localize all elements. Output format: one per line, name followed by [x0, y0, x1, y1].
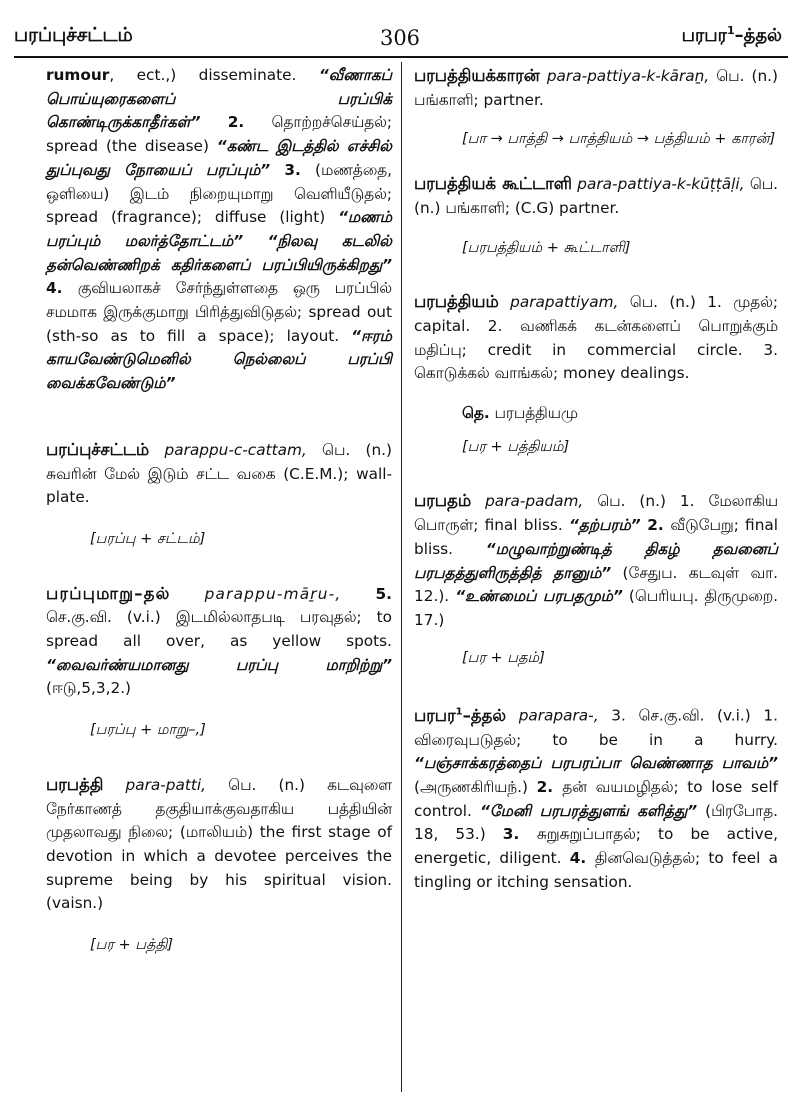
- cognate: [414, 402, 778, 426]
- headword-suffix: –த்தல்: [462, 705, 507, 725]
- sense-number: 4.: [46, 279, 78, 298]
- definition: பெ. (n.) 1. முதல்; capital. 2. வணிகக் கடன்களைப் பொறுக்கும் மதிப்பு; credit in commercial circle. 3. கொடுக்கல் வாங்கல்; money dealings.: [414, 293, 778, 383]
- entry-parapara-ttal: [414, 700, 778, 894]
- definition: பெ. (n.) பங்காளி; partner.: [414, 67, 778, 109]
- cont-text-3: (மணத்தை, ஒளியை) இடம் நிறையுமாறு வெளியீடுதல்; spread (fragrance); diffuse (light): [46, 160, 392, 227]
- definition: தன் வயமழிதல்; to lose self control.: [414, 777, 778, 820]
- transliteration: para-pattiya-k-kāraṉ,: [546, 67, 710, 85]
- entry-para-pattiya-k-kuttali: [414, 172, 778, 220]
- transliteration: para-patti,: [125, 775, 206, 794]
- conjugation-number: 5.: [375, 584, 392, 603]
- sense-number: 4.: [569, 849, 595, 868]
- definition: பெ. (n.) கடவுளை நேர்காணத் தகுதியாக்குவதாகிய பத்தியின் முதலாவது நிலை; (மாலியம்) the first stage of devotion in which a devotee perceives the supreme being by his spiritual vision. (vaisn.): [46, 775, 392, 913]
- definition: பெ. (n.) பங்காளி; (C.G) partner.: [414, 175, 779, 217]
- headword: பரபதம்: [414, 491, 472, 511]
- definition: பெ. (n.) 1. மேலாகிய பொருள்; final bliss.: [414, 492, 778, 535]
- cont-text-1: , ect.,) disseminate.: [109, 66, 319, 84]
- entry-parapattiyam: [414, 290, 778, 386]
- sense-number: 2.: [200, 113, 272, 132]
- headword: பரப்புச்சட்டம்: [46, 439, 150, 459]
- etymology: [பர + பதம்]: [462, 649, 545, 666]
- quote: “பஞ்சாக்கரத்தைப் பரபரப்பா வெண்ணாத பாவம்”: [414, 754, 778, 773]
- transliteration: parapattiyam,: [510, 293, 619, 312]
- citation: (பிரபோத. 18, 53.): [414, 801, 778, 844]
- transliteration: para-padam,: [485, 492, 584, 511]
- headword: பரப்புமாறு–தல்: [46, 583, 171, 603]
- continued-entry: [46, 64, 392, 396]
- page-header: [0, 0, 800, 58]
- cognate-language: தெ.: [462, 404, 490, 423]
- cont-quote-5: “ஈரம் காயவேண்டுமெனில் நெல்லைப் பரப்பி வைக்கவேண்டும்”: [46, 326, 392, 393]
- transliteration: parapara-,: [518, 706, 599, 725]
- etymology: [பர + பத்தி]: [90, 937, 174, 954]
- quote: “மேனி பரபரத்துளங் களித்து”: [479, 801, 698, 820]
- etymology: [பரபத்தியம் + கூட்டாளி]: [462, 239, 631, 256]
- cont-quote-1: “வீணாகப் பொய்யுரைகளைப் பரப்பிக் கொண்டிருக்காதீர்கள்”: [46, 66, 392, 132]
- right-guide-root: பரபர: [681, 25, 727, 46]
- right-column: [414, 64, 778, 894]
- citation: (அருணகிரியந்.): [414, 777, 537, 796]
- cont-quote-2: “கண்ட இடத்தில் எச்சில் துப்புவது நோயைப் பரப்பும்”: [46, 137, 392, 179]
- headword-sup: 1: [455, 706, 463, 718]
- left-column: [46, 64, 392, 958]
- citation: (சேதுப. கடவுள் வா. 12.).: [414, 563, 778, 606]
- cont-quote-3: “மணம் பரப்பும் மலர்த்தோட்டம்”: [46, 208, 392, 250]
- cognate-word: பரபத்தியமு: [489, 404, 578, 423]
- entry-parappu-maru: [46, 582, 392, 702]
- headword: பரபத்தியம்: [414, 292, 499, 312]
- cont-quote-4: “நிலவு கடலில் தன்வெண்ணிறக் கதிர்களைப் பரப்பியிருக்கிறது”: [46, 231, 393, 274]
- definition: 3. செ.கு.வி. (v.i.) 1. விரைவுபடுதல்; to be in a hurry.: [414, 706, 778, 749]
- transliteration: para-pattiya-k-kūṭṭāḷi,: [577, 175, 745, 194]
- definition: தினவெடுத்தல்; to feel a tingling or itching sensation.: [414, 849, 779, 891]
- cont-word: rumour: [46, 66, 110, 84]
- quote: “மழுவாற்றுண்டித் திகழ் தவனைப் பரபதத்துளிருத்தித் தானும்”: [414, 539, 779, 582]
- citation: (பெரியபு. திருமுறை. 17.): [414, 587, 778, 629]
- headword: [414, 706, 506, 725]
- right-guide-word: [682, 24, 782, 48]
- headword-root: பரபர: [414, 705, 456, 725]
- right-guide-suffix: –த்தல்: [734, 25, 782, 46]
- quote: “வைவர்ண்யமானது பரப்பு மாறிற்று”: [46, 655, 392, 674]
- headword: பரபத்தியக்காரன்: [414, 66, 540, 85]
- definition: வீடுபேறு; final bliss.: [414, 516, 779, 558]
- quote: “உண்மைப் பரபதமும்”: [455, 587, 623, 606]
- cont-text-2: தொற்றச்செய்தல்; spread (the disease): [46, 113, 392, 156]
- sense-number: 2.: [536, 777, 563, 796]
- sense-number: 3.: [270, 160, 315, 179]
- etymology: [பர + பத்தியம்]: [462, 438, 570, 455]
- quote: “தற்பரம்”: [568, 516, 641, 535]
- headword: பரபத்தி: [46, 774, 104, 794]
- right-guide-sup: 1: [726, 24, 735, 37]
- transliteration: parappu-māṟu-,: [204, 584, 342, 603]
- etymology: [பரப்பு + மாறு–,]: [90, 722, 206, 739]
- definition: சுறுசுறுப்பாதல்; to be active, energetic, diligent.: [414, 825, 779, 868]
- transliteration: parappu-c-cattam,: [164, 440, 307, 459]
- etymology: [பா → பாத்தி → பாத்தியம் → பத்தியம் + காரன்]: [462, 131, 776, 148]
- definition: பெ. (n.) சுவரின் மேல் இடும் சட்ட வகை (C.E.M.); wall-plate.: [46, 440, 392, 507]
- definition: செ.கு.வி. (v.i.) இடமில்லாதபடி பரவுதல்; to spread all over, as yellow spots.: [46, 608, 392, 651]
- cont-text-4: குவியலாகச் சேர்ந்துள்ளதை ஒரு பரப்பில் சமமாக இருக்குமாறு பிரித்துவிடுதல்; spread out (sth-so as to fill a space); layout.: [46, 279, 392, 345]
- citation: (ஈடு,5,3,2.): [46, 679, 132, 698]
- entry-para-patti: [46, 773, 392, 916]
- entry-parappu-c-cattam: [46, 438, 392, 510]
- entry-para-pattiya-k-karan: [414, 64, 778, 112]
- headword: பரபத்தியக் கூட்டாளி: [414, 174, 572, 194]
- column-divider: [401, 62, 402, 1092]
- etymology: [பரப்பு + சட்டம்]: [90, 530, 206, 547]
- page-number: 306: [379, 26, 421, 50]
- entry-para-padam: [414, 489, 778, 632]
- left-guide-word: பரப்புச்சட்டம்: [14, 24, 133, 46]
- header-rule: [14, 56, 788, 58]
- sense-number: 2.: [640, 516, 671, 535]
- sense-number: 3.: [502, 825, 537, 844]
